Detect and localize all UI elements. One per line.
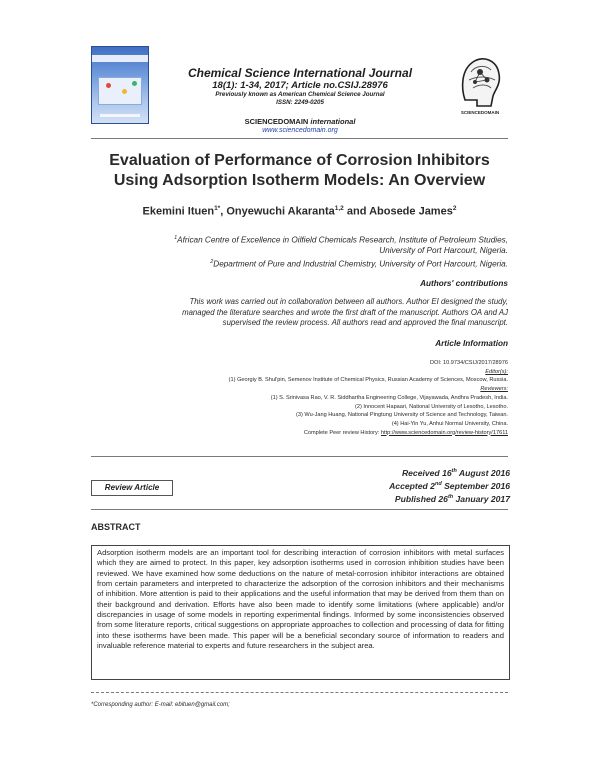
logo-caption: SCIENCEDOMAIN (460, 110, 500, 115)
date-text: September 2016 (441, 480, 510, 491)
abstract-text: Adsorption isotherm models are an important tool for describing interaction of corrosion inhibitors with metal surfaces which they are aimed to protect. In this paper, key adsorption isotherms used in corrosion inhibition studies have been reviewed. We have examined how some deductions on the nature of metal-corrosion inhibitor interactions are obtained from certain parameters and interpreted to characterize the adsorption of the corrosion inhibitors and their mechanisms of inhibition. More attention is paid to their applications and the useful information that may be derived from them than on their background and derivation. Efforts have also been made to identify some limitations (where applicable) and/or discrepancies in usage of some models in reporting experimental findings. Informed by some inconsistencies observed from some literature reports, critical suggestions on appropriate approaches to collection and processing of data for fitting into these isotherms have been made. This paper will be a beneficial secondary source of information to readers and invaluable reference material to experts and future researchers in the subject area. (91, 545, 510, 680)
author-separator: and (343, 205, 370, 218)
publisher-website[interactable]: www.sciencedomain.org (262, 127, 338, 134)
contributions-line: supervised the review process. All authors read and approved the final manuscript. (222, 318, 508, 327)
contributions-line: managed the literature searches and wrote the first draft of the manuscript. Authors OA and AJ (182, 307, 508, 317)
accepted-date (260, 479, 510, 492)
article-info (91, 359, 508, 437)
journal-issue: 18(1): 1-34, 2017; Article no.CSIJ.28976 (212, 80, 388, 91)
contributions-line: This work was carried out in collaboration between all authors. Author EI designed the study, (189, 297, 508, 306)
affiliation-1 (91, 233, 508, 246)
publisher-name: SCIENCEDOMAIN (244, 117, 309, 126)
abstract-heading: ABSTRACT (91, 522, 141, 532)
header-divider (91, 138, 508, 139)
reviewers-label: Reviewers: (480, 386, 508, 393)
affiliation-sup: 2 (210, 258, 214, 265)
author-name: Abosede James (369, 205, 453, 218)
doi: DOI: 10.9734/CSIJ/2017/28976 (429, 360, 508, 366)
contributions-text (91, 297, 508, 329)
issn: ISSN: 2249-0205 (276, 99, 324, 106)
article-title (91, 151, 508, 191)
date-ordinal: th (451, 468, 457, 474)
received-date (260, 466, 510, 479)
contributions-heading: Authors' contributions (420, 279, 508, 288)
affiliation-text: Department of Pure and Industrial Chemistry, University of Port Harcourt, Nigeria. (213, 259, 508, 269)
corresponding-author-footnote: *Corresponding author: E-mail: ebituen@gmail.com; (91, 702, 230, 708)
reviewer-entry: (2) Innocent Hapaari, National University of Lesotho, Lesotho. (355, 403, 508, 410)
published-date (260, 492, 510, 505)
date-text: August 2016 (456, 467, 510, 478)
sciencedomain-logo-icon (455, 50, 505, 112)
review-history-label: Complete Peer review History: (303, 429, 381, 436)
publisher (160, 117, 440, 126)
affiliation-text: African Centre of Excellence in Oilfield Chemicals Research, Institute of Petroleum Studies, (177, 235, 508, 245)
author-affil-sup: 1,2 (334, 205, 344, 212)
date-text: Published 26 (394, 493, 448, 504)
date-ordinal: th (447, 493, 454, 500)
editor-entry: (1) Georgiy B. Shul'pin, Semenov Institute of Chemical Physics, Russian Academy of Sciences, Moscow, Russia. (228, 377, 508, 384)
author-name: Onyewuchi Akaranta (226, 205, 335, 218)
journal-title: Chemical Science International Journal (187, 66, 413, 80)
info-divider (91, 456, 508, 457)
publisher-suffix: international (310, 117, 356, 126)
author-name: Ekemini Ituen (142, 205, 215, 218)
previous-name: Previously known as American Chemical Science Journal (215, 91, 385, 98)
review-history (91, 429, 508, 438)
reviewer-entry: (3) Wu-Jang Huang, National Pingtung University of Science and Technology, Taiwan. (296, 412, 508, 419)
article-info-heading: Article Information (435, 339, 508, 348)
title-line-2: Using Adsorption Isotherm Models: An Overview (113, 172, 486, 189)
footnote-divider (91, 692, 508, 693)
journal-header (160, 66, 440, 135)
affiliation-1-cont: University of Port Harcourt, Nigeria. (379, 246, 508, 256)
affiliation-sup: 1 (174, 235, 178, 241)
date-ordinal: nd (434, 480, 442, 487)
editors-label: Editor(s): (485, 368, 508, 375)
date-text: Accepted 2 (389, 480, 435, 491)
dates-divider (91, 509, 508, 510)
review-history-link[interactable]: http://www.sciencedomain.org/review-history/17611 (380, 429, 508, 436)
author-affil-sup: 2 (452, 205, 457, 212)
author-affil-sup: 1* (214, 205, 221, 212)
reviewer-entry: (1) S. Srinivasa Rao, V. R. Siddhartha Engineering College, Vijayawada, Andhra Pradesh, India. (270, 394, 508, 401)
affiliation-2 (91, 257, 508, 270)
affiliations (91, 233, 508, 270)
journal-cover-image (91, 46, 149, 124)
title-line-1: Evaluation of Performance of Corrosion Inhibitors (109, 152, 490, 169)
article-dates (260, 466, 510, 505)
reviewer-entry: (4) Hai-Yin Yu, Anhui Normal University, China. (391, 420, 508, 427)
author-separator: , (220, 205, 227, 218)
article-type-badge: Review Article (91, 480, 173, 496)
date-text: Received 16 (401, 467, 452, 478)
author-list (91, 205, 508, 218)
date-text: January 2017 (453, 493, 510, 504)
